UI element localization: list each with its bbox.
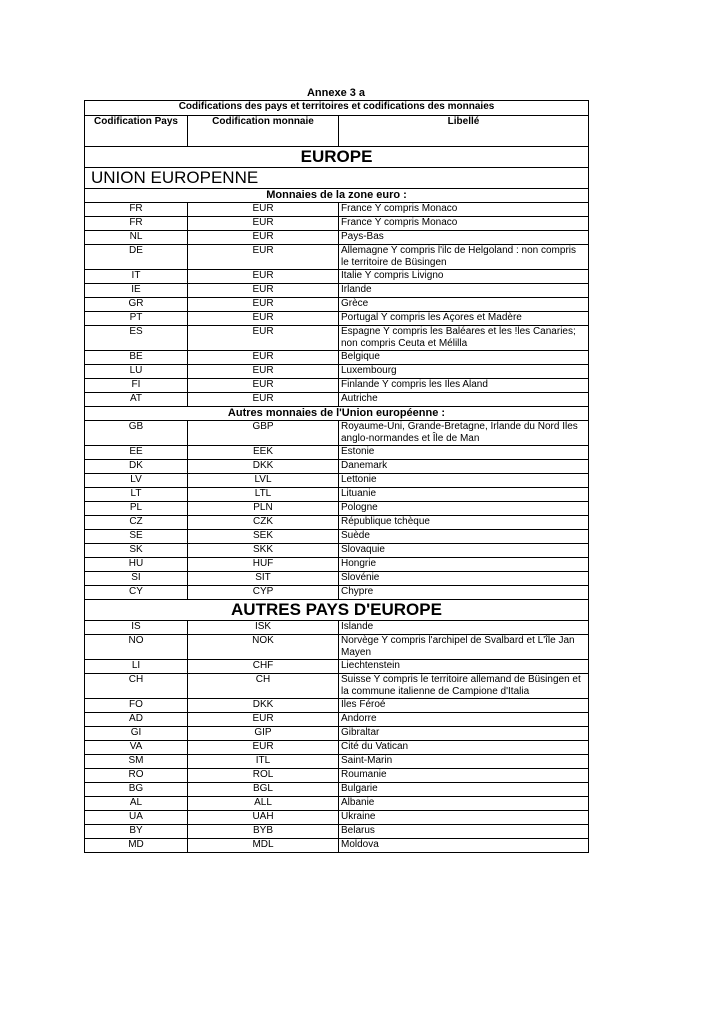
table-row bbox=[85, 572, 589, 586]
table-row bbox=[85, 245, 589, 270]
table-row bbox=[85, 586, 589, 600]
currency-code-cell: EUR bbox=[188, 741, 339, 755]
country-code-cell: FI bbox=[85, 379, 188, 393]
country-code-cell: HU bbox=[85, 558, 188, 572]
region-row bbox=[85, 147, 589, 168]
table-row bbox=[85, 741, 589, 755]
country-code-cell: BG bbox=[85, 783, 188, 797]
table-row bbox=[85, 699, 589, 713]
country-label-cell: Estonie bbox=[339, 446, 589, 460]
country-label-cell: France Y compris Monaco bbox=[339, 203, 589, 217]
country-label-cell: Grèce bbox=[339, 298, 589, 312]
codification-table bbox=[84, 100, 589, 853]
country-label-cell: Liechtenstein bbox=[339, 660, 589, 674]
country-code-cell: CY bbox=[85, 586, 188, 600]
country-code-cell: FR bbox=[85, 203, 188, 217]
country-label-cell: Ukraine bbox=[339, 811, 589, 825]
currency-code-cell: EUR bbox=[188, 231, 339, 245]
country-code-cell: FO bbox=[85, 699, 188, 713]
currency-code-cell: MDL bbox=[188, 839, 339, 853]
country-code-cell: IS bbox=[85, 621, 188, 635]
country-label-cell: Chypre bbox=[339, 586, 589, 600]
country-code-cell: FR bbox=[85, 217, 188, 231]
currency-code-cell: SEK bbox=[188, 530, 339, 544]
country-code-cell: ES bbox=[85, 326, 188, 351]
country-code-cell: PL bbox=[85, 502, 188, 516]
country-code-cell: AD bbox=[85, 713, 188, 727]
currency-code-cell: HUF bbox=[188, 558, 339, 572]
table-row bbox=[85, 839, 589, 853]
table-row bbox=[85, 217, 589, 231]
table-row bbox=[85, 446, 589, 460]
table-row bbox=[85, 621, 589, 635]
section-row bbox=[85, 189, 589, 203]
currency-code-cell: SKK bbox=[188, 544, 339, 558]
currency-code-cell: EUR bbox=[188, 351, 339, 365]
table-row bbox=[85, 558, 589, 572]
currency-code-cell: CHF bbox=[188, 660, 339, 674]
subregion-row bbox=[85, 168, 589, 189]
country-code-cell: GB bbox=[85, 421, 188, 446]
country-code-cell: GR bbox=[85, 298, 188, 312]
table-row bbox=[85, 393, 589, 407]
table-row bbox=[85, 312, 589, 326]
country-label-cell: Saint-Marin bbox=[339, 755, 589, 769]
annexe-title: Annexe 3 a bbox=[306, 87, 366, 99]
country-code-cell: CH bbox=[85, 674, 188, 699]
currency-code-cell: GIP bbox=[188, 727, 339, 741]
country-label-cell: Pays-Bas bbox=[339, 231, 589, 245]
country-code-cell: DE bbox=[85, 245, 188, 270]
currency-code-cell: EUR bbox=[188, 365, 339, 379]
country-label-cell: République tchèque bbox=[339, 516, 589, 530]
header-row bbox=[85, 116, 589, 147]
currency-code-cell: CH bbox=[188, 674, 339, 699]
country-label-cell: Irlande bbox=[339, 284, 589, 298]
currency-code-cell: EUR bbox=[188, 393, 339, 407]
header-country-code: Codification Pays bbox=[85, 116, 188, 147]
country-label-cell: Lettonie bbox=[339, 474, 589, 488]
country-code-cell: VA bbox=[85, 741, 188, 755]
table-row bbox=[85, 755, 589, 769]
country-code-cell: EE bbox=[85, 446, 188, 460]
table-row bbox=[85, 379, 589, 393]
currency-code-cell: LVL bbox=[188, 474, 339, 488]
currency-code-cell: CZK bbox=[188, 516, 339, 530]
table-title: Codifications des pays et territoires et codifications des monnaies bbox=[85, 101, 589, 116]
country-label-cell: France Y compris Monaco bbox=[339, 217, 589, 231]
table-row bbox=[85, 284, 589, 298]
country-label-cell: Royaume-Uni, Grande-Bretagne, Irlande du Nord Iles anglo-normandes et Île de Man bbox=[339, 421, 589, 446]
table-row bbox=[85, 783, 589, 797]
currency-code-cell: ITL bbox=[188, 755, 339, 769]
country-code-cell: BE bbox=[85, 351, 188, 365]
region-row bbox=[85, 600, 589, 621]
table-row bbox=[85, 660, 589, 674]
table-row bbox=[85, 351, 589, 365]
section-row bbox=[85, 407, 589, 421]
country-label-cell: Italie Y compris Livigno bbox=[339, 270, 589, 284]
country-label-cell: Pologne bbox=[339, 502, 589, 516]
currency-code-cell: DKK bbox=[188, 699, 339, 713]
currency-code-cell: LTL bbox=[188, 488, 339, 502]
table-row bbox=[85, 769, 589, 783]
currency-code-cell: EUR bbox=[188, 270, 339, 284]
country-label-cell: Belgique bbox=[339, 351, 589, 365]
table-row bbox=[85, 727, 589, 741]
currency-code-cell: EUR bbox=[188, 203, 339, 217]
table-row bbox=[85, 421, 589, 446]
currency-code-cell: BGL bbox=[188, 783, 339, 797]
country-code-cell: LV bbox=[85, 474, 188, 488]
table-row bbox=[85, 797, 589, 811]
country-label-cell: Suède bbox=[339, 530, 589, 544]
country-code-cell: DK bbox=[85, 460, 188, 474]
country-code-cell: IE bbox=[85, 284, 188, 298]
country-label-cell: Allemagne Y compris l'ilc de Helgoland : non compris le territoire de Büsingen bbox=[339, 245, 589, 270]
currency-code-cell: ROL bbox=[188, 769, 339, 783]
country-label-cell: Luxembourg bbox=[339, 365, 589, 379]
currency-code-cell: ISK bbox=[188, 621, 339, 635]
country-label-cell: Slovénie bbox=[339, 572, 589, 586]
currency-code-cell: CYP bbox=[188, 586, 339, 600]
table-row bbox=[85, 825, 589, 839]
country-code-cell: SM bbox=[85, 755, 188, 769]
currency-code-cell: DKK bbox=[188, 460, 339, 474]
country-label-cell: Norvège Y compris l'archipel de Svalbard et L'île Jan Mayen bbox=[339, 635, 589, 660]
currency-code-cell: EUR bbox=[188, 312, 339, 326]
currency-code-cell: EUR bbox=[188, 379, 339, 393]
currency-code-cell: EUR bbox=[188, 284, 339, 298]
country-label-cell: Danemark bbox=[339, 460, 589, 474]
country-code-cell: SK bbox=[85, 544, 188, 558]
table-row bbox=[85, 270, 589, 284]
header-label: Libellé bbox=[339, 116, 589, 147]
country-label-cell: Roumanie bbox=[339, 769, 589, 783]
country-label-cell: Hongrie bbox=[339, 558, 589, 572]
country-label-cell: Slovaquie bbox=[339, 544, 589, 558]
country-label-cell: Suisse Y compris le territoire allemand de Büsingen et la commune italienne de Campione d'Italia bbox=[339, 674, 589, 699]
country-code-cell: BY bbox=[85, 825, 188, 839]
currency-code-cell: UAH bbox=[188, 811, 339, 825]
table-row bbox=[85, 203, 589, 217]
table-row bbox=[85, 713, 589, 727]
currency-code-cell: EUR bbox=[188, 245, 339, 270]
country-label-cell: Portugal Y compris les Açores et Madère bbox=[339, 312, 589, 326]
currency-code-cell: NOK bbox=[188, 635, 339, 660]
currency-code-cell: BYB bbox=[188, 825, 339, 839]
table-row bbox=[85, 635, 589, 660]
header-currency-code: Codification monnaie bbox=[188, 116, 339, 147]
country-code-cell: SE bbox=[85, 530, 188, 544]
country-code-cell: GI bbox=[85, 727, 188, 741]
country-code-cell: LI bbox=[85, 660, 188, 674]
section-heading: Autres monnaies de l'Union européenne : bbox=[85, 407, 589, 421]
country-label-cell: Espagne Y compris les Baléares et les !les Canaries; non compris Ceuta et Mélilla bbox=[339, 326, 589, 351]
table-row bbox=[85, 544, 589, 558]
codification-table-body bbox=[85, 101, 589, 853]
currency-code-cell: PLN bbox=[188, 502, 339, 516]
table-row bbox=[85, 674, 589, 699]
country-code-cell: SI bbox=[85, 572, 188, 586]
table-row bbox=[85, 516, 589, 530]
table-row bbox=[85, 502, 589, 516]
currency-code-cell: GBP bbox=[188, 421, 339, 446]
country-label-cell: Gibraltar bbox=[339, 727, 589, 741]
country-code-cell: LT bbox=[85, 488, 188, 502]
table-row bbox=[85, 460, 589, 474]
country-label-cell: Cité du Vatican bbox=[339, 741, 589, 755]
table-row bbox=[85, 474, 589, 488]
table-row bbox=[85, 365, 589, 379]
country-label-cell: Islande bbox=[339, 621, 589, 635]
table-row bbox=[85, 530, 589, 544]
region-heading: EUROPE bbox=[85, 147, 589, 168]
table-row bbox=[85, 231, 589, 245]
country-label-cell: Albanie bbox=[339, 797, 589, 811]
country-label-cell: Lituanie bbox=[339, 488, 589, 502]
country-code-cell: IT bbox=[85, 270, 188, 284]
table-row bbox=[85, 298, 589, 312]
table-row bbox=[85, 488, 589, 502]
table-row bbox=[85, 326, 589, 351]
country-code-cell: PT bbox=[85, 312, 188, 326]
country-label-cell: Andorre bbox=[339, 713, 589, 727]
country-label-cell: Moldova bbox=[339, 839, 589, 853]
table-title-row bbox=[85, 101, 589, 116]
country-label-cell: Bulgarie bbox=[339, 783, 589, 797]
section-heading: Monnaies de la zone euro : bbox=[85, 189, 589, 203]
subregion-heading: UNION EUROPENNE bbox=[85, 168, 589, 189]
country-label-cell: Iles Féroé bbox=[339, 699, 589, 713]
currency-code-cell: EUR bbox=[188, 713, 339, 727]
country-code-cell: RO bbox=[85, 769, 188, 783]
currency-code-cell: EEK bbox=[188, 446, 339, 460]
country-label-cell: Autriche bbox=[339, 393, 589, 407]
country-code-cell: NL bbox=[85, 231, 188, 245]
country-code-cell: LU bbox=[85, 365, 188, 379]
country-label-cell: Belarus bbox=[339, 825, 589, 839]
table-row bbox=[85, 811, 589, 825]
currency-code-cell: EUR bbox=[188, 217, 339, 231]
country-code-cell: AT bbox=[85, 393, 188, 407]
country-code-cell: AL bbox=[85, 797, 188, 811]
country-label-cell: Finlande Y compris les Iles Aland bbox=[339, 379, 589, 393]
country-code-cell: UA bbox=[85, 811, 188, 825]
country-code-cell: MD bbox=[85, 839, 188, 853]
currency-code-cell: EUR bbox=[188, 298, 339, 312]
country-code-cell: NO bbox=[85, 635, 188, 660]
currency-code-cell: EUR bbox=[188, 326, 339, 351]
currency-code-cell: ALL bbox=[188, 797, 339, 811]
currency-code-cell: SIT bbox=[188, 572, 339, 586]
country-code-cell: CZ bbox=[85, 516, 188, 530]
region-heading: AUTRES PAYS D'EUROPE bbox=[85, 600, 589, 621]
